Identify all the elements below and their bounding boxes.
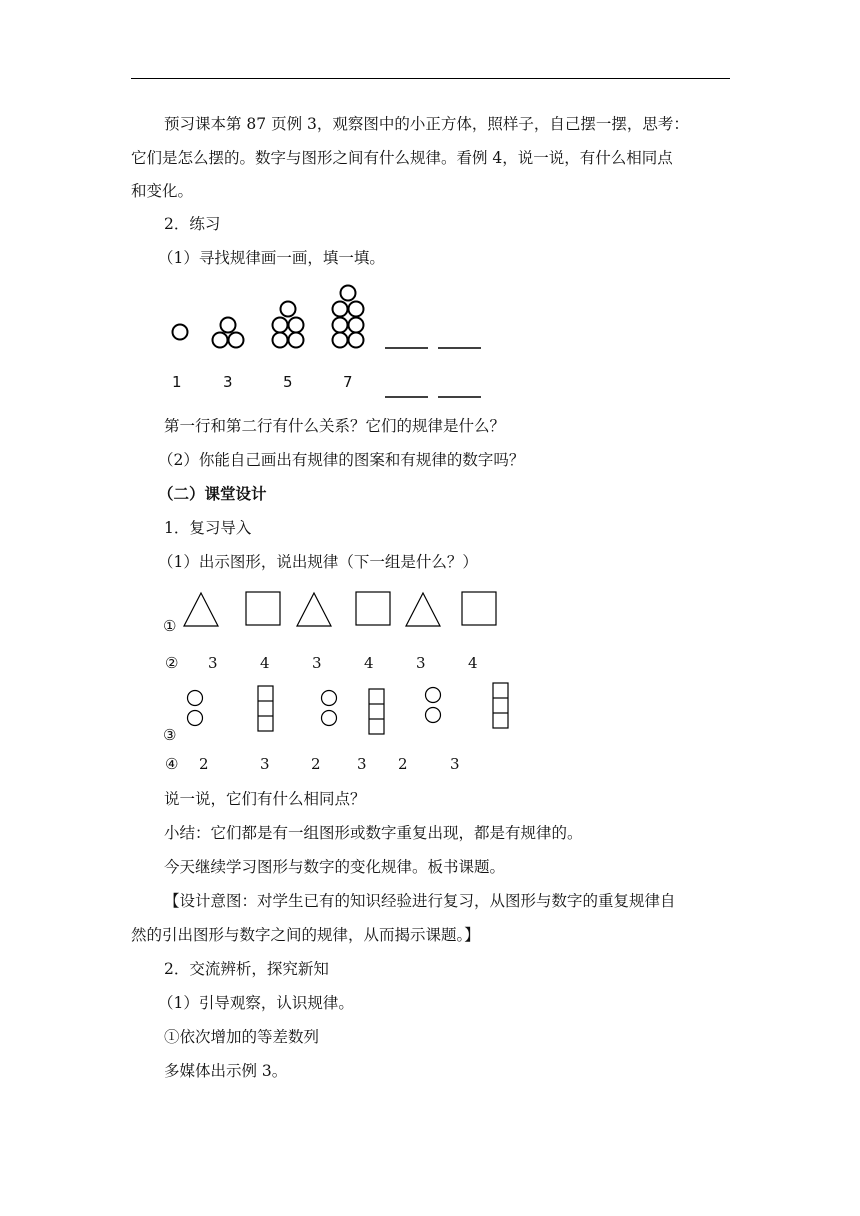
section-heading: （二）课堂设计 [158,484,267,503]
row-number: 2 [199,755,209,773]
paragraph-line: 预习课本第 87 页例 3，观察图中的小正方体，照样子，自己摆一摆，思考： [164,115,689,133]
design-intent-line: 然的引出图形与数字之间的规律，从而揭示课题。】 [131,926,480,944]
row-number: 3 [357,755,367,773]
row-number: 4 [260,654,270,672]
explore-item-1: （1）引导观察，认识规律。 [158,994,354,1012]
row-number: 3 [450,755,460,773]
square-shape [246,592,280,625]
review-item-1: （1）出示图形，说出规律（下一组是什么？） [158,553,478,571]
practice-item-2: （2）你能自己画出有规律的图案和有规律的数字吗？ [158,451,525,469]
row-number: 3 [260,755,270,773]
square-shape [462,592,496,625]
practice-item-1: （1）寻找规律画一画，填一填。 [158,249,385,267]
circle-shape [188,691,203,706]
row-marker: ② [165,654,179,672]
square-stack-shape [369,689,384,734]
explore-heading: 2．交流辨析，探究新知 [164,960,329,978]
square-stack-shape [258,686,273,731]
row-number: 3 [208,654,218,672]
paragraph-line: 说一说，它们有什么相同点？ [164,790,366,808]
square-shape [356,592,390,625]
row-number: 4 [364,654,374,672]
triangle-shape [406,593,440,626]
pattern-number: 7 [343,373,353,391]
triangle-shape [184,593,218,626]
circle-shape [426,688,441,703]
row-number: 2 [398,755,408,773]
row-marker: ④ [165,755,179,773]
practice-heading: 2．练习 [164,215,221,233]
circle-shape [322,691,337,706]
review-heading: 1．复习导入 [164,519,252,537]
row-marker: ③ [163,726,177,744]
paragraph-line: 多媒体出示例 3。 [164,1062,288,1080]
square-stack-shape [493,683,508,728]
pattern-number: 5 [283,373,293,391]
row-number: 3 [312,654,322,672]
paragraph-line: 今天继续学习图形与数字的变化规律。板书课题。 [164,858,506,876]
row-number: 4 [468,654,478,672]
design-intent-line: 【设计意图：对学生已有的知识经验进行复习，从图形与数字的重复规律自 [164,892,676,910]
paragraph-line: 和变化。 [131,182,194,200]
circle-shape [322,711,337,726]
row-number: 3 [416,654,426,672]
triangle-shape [297,593,331,626]
circle-shape [188,711,203,726]
pattern-number: 1 [172,373,182,391]
paragraph-line: ①依次增加的等差数列 [164,1028,320,1046]
summary-line: 小结：它们都是有一组图形或数字重复出现，都是有规律的。 [164,824,583,842]
row-marker: ① [163,617,177,635]
paragraph-line: 它们是怎么摆的。数字与图形之间有什么规律。看例 4，说一说，有什么相同点 [131,149,673,167]
pattern-number: 3 [223,373,233,391]
question-line: 第一行和第二行有什么关系？它们的规律是什么？ [164,417,506,435]
circle-shape [426,708,441,723]
row-number: 2 [311,755,321,773]
